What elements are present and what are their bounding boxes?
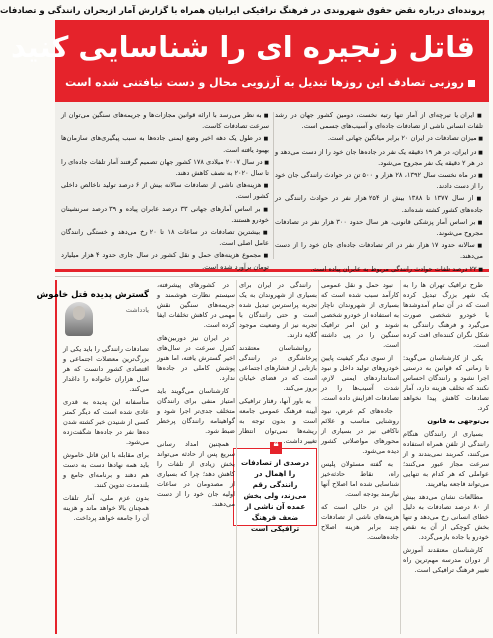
bullet-square-icon bbox=[468, 80, 475, 87]
headline-banner bbox=[11, 20, 489, 102]
summary-item: ■ سالانه حدود ۱۷ هزار نفر در اثر تصادفات جاده‌ای جان خود را از دست می‌دهند. bbox=[275, 240, 483, 261]
paragraph: همچنین امداد رسانی سریع پس از حادثه می‌تواند بخش زیادی از تلفات را کاهش دهد؛ چرا که بسیاری از مصدومان در ساعات اولیه جان خود را از دست می‌دهند. bbox=[157, 440, 235, 508]
section-divider bbox=[55, 276, 489, 277]
summary-item: ■ در سال ۲۰۰۷ میلادی ۱۷۸ کشور جهان تصمیم گرفتند آمار تلفات جاده‌ای را تا سال ۲۰۲۰ به نصف کاهش دهند. bbox=[61, 157, 269, 178]
summary-column-left bbox=[61, 110, 269, 271]
paragraph: به گفته مسئولان پلیس راه، نقاط حادثه‌خیز شناسایی شده اما اصلاح آنها نیازمند بودجه است. bbox=[321, 460, 399, 498]
summary-item: ■ ایران یا تیرچه‌ای از آمار تنها رتبه نخست، دومین کشور جهان در رشد تلفات انسانی ناشی از تصادفات جاده‌ای و آسیب‌های جسمی است. bbox=[275, 110, 483, 131]
summary-item: ■ در طول یک دهه اخیر وضع ایمنی جاده‌ها به سبب پیگیری‌های سازمان‌ها بهبود یافته است. bbox=[61, 133, 269, 154]
paragraph: از سوی دیگر کیفیت پایین خودروهای تولید داخل و نبود استانداردهای ایمنی لازم، شدت آسیب‌ها را در تصادفات افزایش داده است. bbox=[321, 354, 399, 402]
paragraph: یکی از کارشناسان می‌گوید: تا زمانی که قوانین به درستی اجرا نشود و رانندگان احساس نکنند که تخلف هزینه دارد، آمار تصادفات کاهش پیدا نخواهد کرد. bbox=[403, 354, 489, 412]
quote-mark-icon: ❝ bbox=[270, 442, 282, 454]
paragraph: مطالعات نشان می‌دهد بیش از ۸۰ درصد تصادفات به دلیل خطای انسانی رخ می‌دهد و تنها بخش کوچکی از آن به نقص خودرو یا جاده بازمی‌گردد. bbox=[403, 493, 489, 541]
paragraph: کارشناسان معتقدند آموزش از دوران مدرسه مهم‌ترین راه تغییر فرهنگ ترافیکی است. bbox=[403, 546, 489, 574]
paragraph: برای مقابله با این قاتل خاموش باید همه نهادها دست به دست هم دهند و برنامه‌ای جامع و بلندمدت تدوین کنند. bbox=[63, 451, 149, 489]
summary-panel bbox=[55, 102, 489, 272]
paragraph: در ایران نیز دوربین‌های کنترل سرعت در سال‌های اخیر گسترش یافته، اما هنوز پوشش کاملی در جاده‌ها ندارد. bbox=[157, 334, 235, 382]
paragraph: جاده‌های کم عرض، نبود روشنایی مناسب و علائم ناکافی نیز در بسیاری از محورهای مواصلاتی کشور دیده می‌شود. bbox=[321, 407, 399, 455]
opinion-text bbox=[63, 344, 149, 634]
summary-item: ■ هزینه‌های ناشی از تصادفات سالانه بیش از ۶ درصد تولید ناخالص داخلی کشور است. bbox=[61, 180, 269, 201]
paragraph: نبود حمل و نقل عمومی کارآمد سبب شده است که بسیاری از شهروندان ناچار به استفاده از خودرو شخصی شوند و این امر ترافیک سنگین را در پی داشته است. bbox=[321, 281, 399, 349]
article-column-2 bbox=[321, 280, 399, 634]
pull-quote bbox=[233, 442, 317, 533]
summary-column-right bbox=[275, 110, 483, 273]
paragraph: در کشورهای پیشرفته، سیستم نظارت هوشمند و جریمه‌های سنگین نقش مهمی در کاهش تخلفات ایفا کرده است. bbox=[157, 281, 235, 329]
pull-quote-text: درصدی از تصادفات را اهمال در رانندگی رقم می‌زند، ولی بخش عمده آن ناشی از ضعف فرهنگ ترافیکی است bbox=[241, 458, 309, 533]
paragraph: بدون عزم ملی، آمار تلفات همچنان بالا خواهد ماند و هزینه آن را جامعه خواهد پرداخت. bbox=[63, 494, 149, 522]
opinion-author: یادداشت bbox=[125, 306, 149, 314]
paragraph: تصادفات رانندگی را باید یکی از بزرگ‌ترین معضلات اجتماعی و اقتصادی کشور دانست که هر سال هزاران خانواده را داغدار می‌کند. bbox=[63, 345, 149, 393]
summary-item: ■ در ایران، در هر ۱۹ دقیقه یک نفر در جاده‌ها جان خود را از دست می‌دهد و در هر ۲ دقیقه یک نفر مجروح می‌شود. bbox=[275, 147, 483, 168]
summary-item: ■ بیشترین تصادفات در ساعات ۱۸ تا ۲۰ رخ می‌دهد و خستگی رانندگان عامل اصلی است. bbox=[61, 227, 269, 248]
subheadline-text: روزبی تصادف این روزها تبدیل به آرزویی محال و دست نیافتنی شده است bbox=[65, 76, 464, 89]
summary-item: ■ ۲۲ درصد تلفات حوادث رانندگی مربوط به عابران پیاده است. bbox=[275, 264, 483, 275]
author-photo bbox=[65, 302, 93, 336]
summary-item: ■ میزان تصادفات در ایران ۲۰ برابر میانگین جهانی است. bbox=[275, 133, 483, 144]
subheadline bbox=[65, 75, 475, 91]
opinion-title: گسترش پدیده قتل خاموش bbox=[36, 290, 149, 300]
column-rule bbox=[236, 280, 237, 634]
opinion-column bbox=[36, 280, 153, 634]
paragraph: روانشناسان معتقدند پرخاشگری در رانندگی بازتابی از فشارهای اجتماعی است که در فضای خیابان بروز می‌کند. bbox=[239, 344, 317, 392]
kicker: پرونده‌ای درباره نقض حقوق شهروندی در فرهنگ ترافیکی ایرانیان همراه با گزارش آمار ازبحران رانندگی و تصادفات bbox=[0, 6, 485, 16]
summary-item: ■ به نظر می‌رسد با ارائه قوانین مجازات‌ها و جریمه‌های سنگین می‌توان از سرعت تصادفات کاست. bbox=[61, 110, 269, 131]
paragraph: این در حالی است که هزینه‌های ناشی از تصادفات چند برابر هزینه اصلاح جاده‌هاست. bbox=[321, 503, 399, 541]
paragraph: کارشناسان می‌گویند باید امتیاز منفی برای رانندگان متخلف جدی‌تر اجرا شود و گواهینامه رانندگان پرخطر ضبط شود. bbox=[157, 387, 235, 435]
subheading: بی‌توجهی به قانون bbox=[427, 417, 489, 425]
summary-item: ■ در ماه نخست سال ۱۳۹۲، ۲۸ هزار و ۵۰۰ تن در حوادث رانندگی جان خود را از دست دادند. bbox=[275, 170, 483, 191]
column-rule bbox=[318, 280, 319, 634]
summary-item: ■ از سال ۱۳۷۷ تا ۱۳۸۸ بیش از ۲۵۴ هزار نفر در حوادث رانندگی در جاده‌های کشور کشته شده‌اند. bbox=[275, 193, 483, 214]
summary-item: ■ مجموع هزینه‌های حمل و نقل کشور در سال جاری حدود ۴ هزار میلیارد تومان برآورد شده است. bbox=[61, 250, 269, 271]
article-body bbox=[36, 280, 489, 634]
paragraph: طرح ترافیک تهران ها را به یک شهر بزرگ تبدیل کرده است که در آن تمام آمدوشدها با خودرو شخصی صورت می‌گیرد و فرهنگ رانندگی به شکل نگران کننده‌ای افت کرده است. bbox=[403, 281, 489, 349]
paragraph: رانندگی در ایران برای بسیاری از شهروندان به یک تجربه پراسترس تبدیل شده است و حتی رانندگان با تجربه نیز از وضعیت موجود گلایه دارند. bbox=[239, 281, 317, 339]
paragraph: متأسفانه این پدیده به قدری عادی شده است که دیگر کمتر کسی از شنیدن خبر کشته شدن ده‌ها نفر در جاده‌ها شگفت‌زده می‌شود. bbox=[63, 398, 149, 446]
column-rule bbox=[400, 280, 401, 634]
paragraph: بسیاری از رانندگان هنگام رانندگی از تلفن همراه استفاده می‌کنند، کمربند نمی‌بندند و از سرعت مجاز عبور می‌کنند؛ عواملی که هر کدام به تنهایی می‌تواند فاجعه بیافریند. bbox=[403, 430, 489, 488]
summary-item: ■ بر اساس آمار پزشکی قانونی، هر سال حدود ۳۰۰ هزار نفر در تصادفات مجروح می‌شوند. bbox=[275, 217, 483, 238]
summary-item: ■ بر اساس آمارهای جهانی ۳۳ درصد عابران پیاده و ۳۹ درصد سرنشینان خودرو هستند. bbox=[61, 204, 269, 225]
headline: قاتل زنجیره ای را شناسایی کنید bbox=[11, 30, 475, 64]
paragraph: به باور آنها، رفتار ترافیکی آیینه فرهنگ عمومی جامعه است و بدون توجه به ریشه‌ها نمی‌توان انتظار تغییر داشت. bbox=[239, 397, 317, 445]
summary-divider bbox=[273, 112, 274, 259]
article-column-1 bbox=[403, 280, 489, 634]
article-column-4 bbox=[157, 280, 235, 634]
